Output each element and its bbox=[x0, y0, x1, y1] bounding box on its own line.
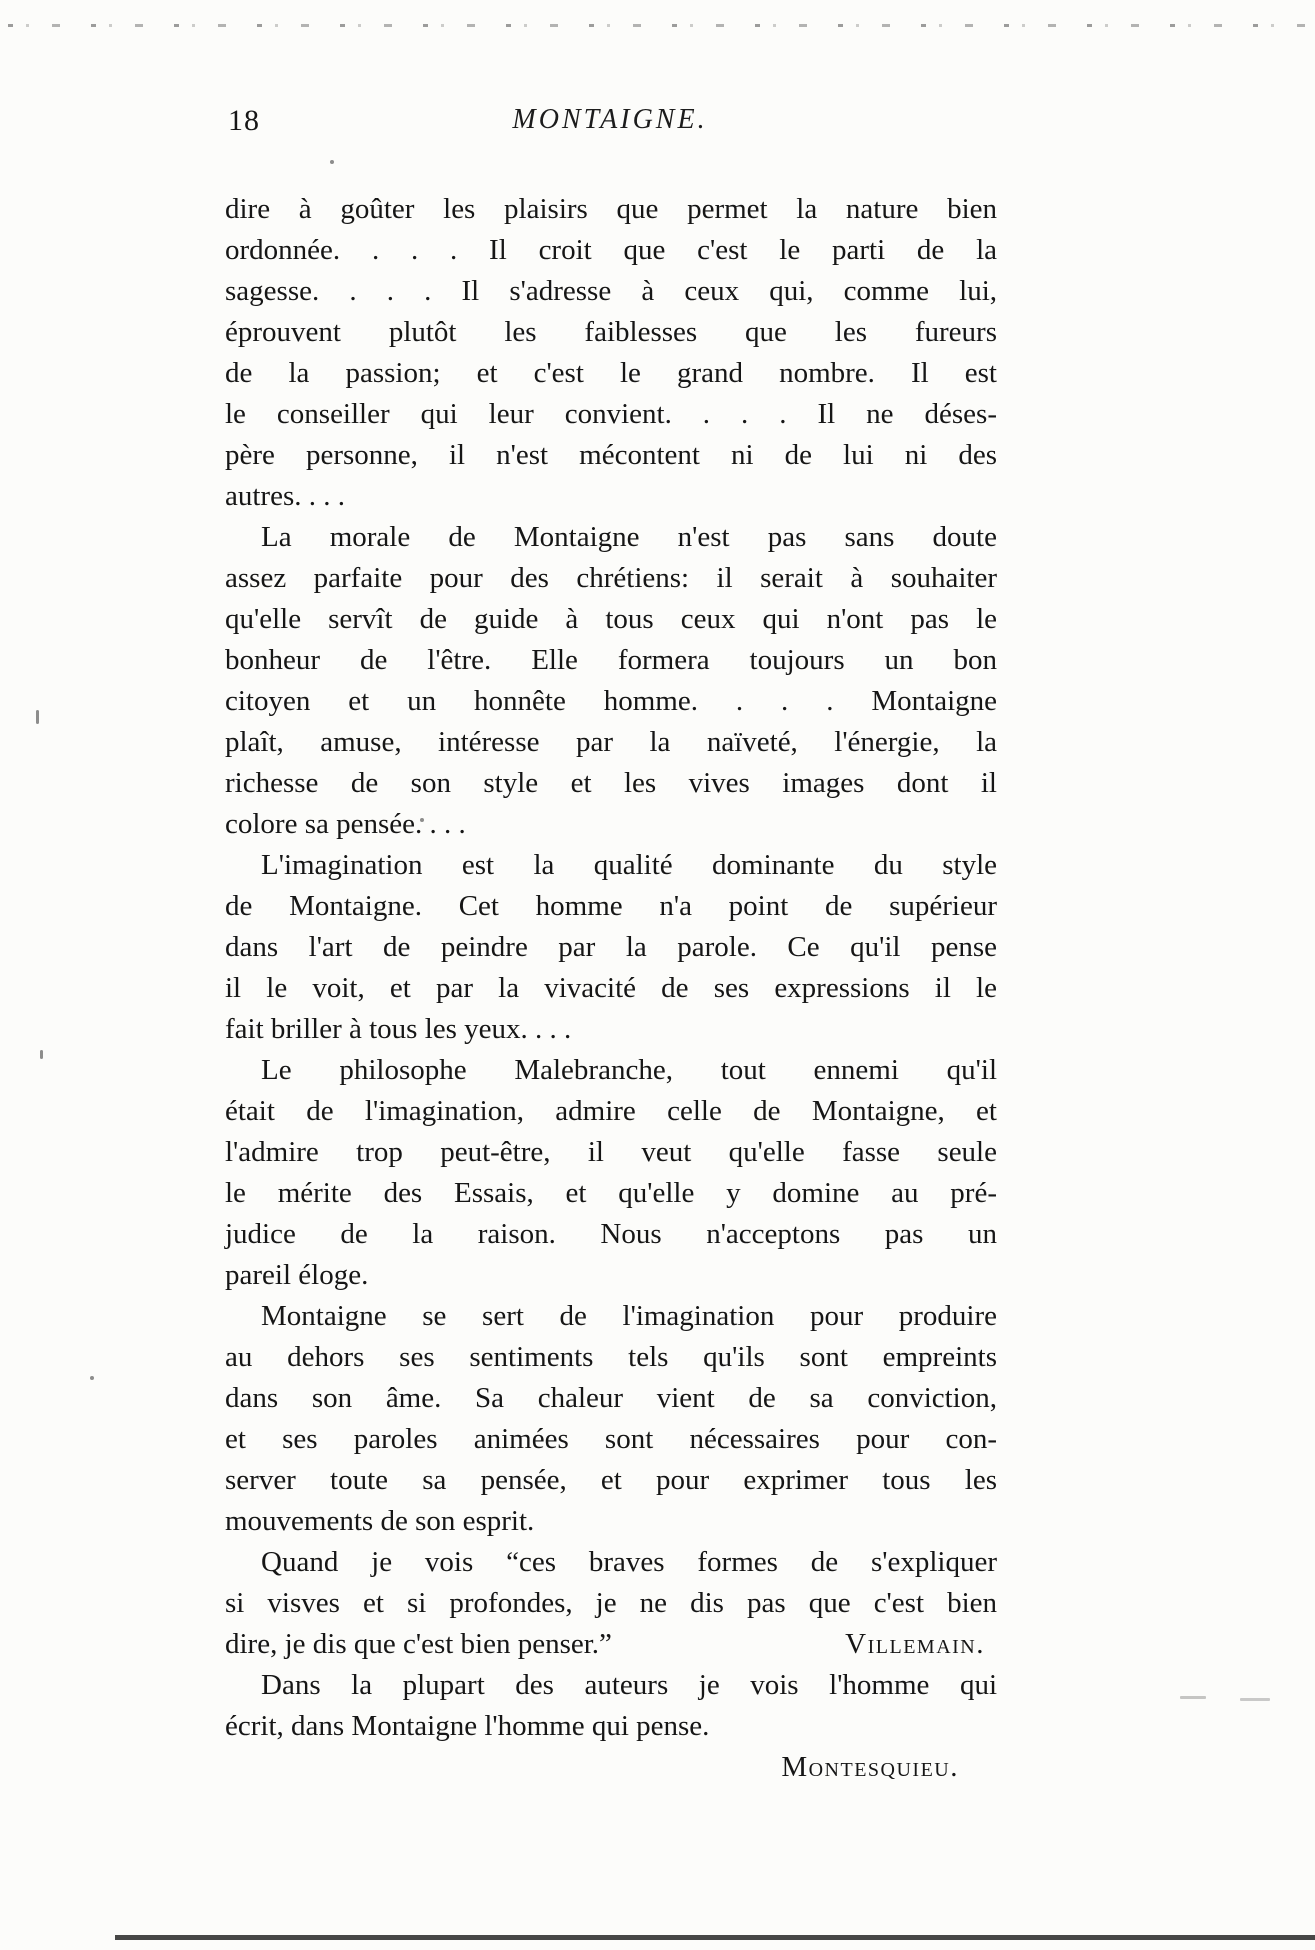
text-line bbox=[225, 845, 997, 886]
text-line-content: Le philosophe Malebranche, tout ennemi qu'il bbox=[261, 1054, 997, 1086]
text-line bbox=[225, 1214, 997, 1255]
text-line-content: server toute sa pensée, et pour exprimer tous les bbox=[225, 1464, 997, 1496]
text-line bbox=[225, 271, 997, 312]
text-line bbox=[225, 1460, 997, 1501]
scan-speck bbox=[40, 1050, 43, 1059]
text-line bbox=[225, 189, 997, 230]
text-line-content: éprouvent plutôt les faiblesses que les fureurs bbox=[225, 316, 997, 348]
scan-speck bbox=[90, 1376, 94, 1380]
scan-speck bbox=[1240, 1698, 1270, 1701]
scan-speck bbox=[330, 160, 334, 164]
text-line-content: était de l'imagination, admire celle de Montaigne, et bbox=[225, 1095, 997, 1127]
scan-speck bbox=[1180, 1696, 1206, 1699]
text-line bbox=[225, 1419, 997, 1460]
attribution-name: Villemain. bbox=[845, 1628, 985, 1660]
text-line-content: l'admire trop peut-être, il veut qu'elle fasse seule bbox=[225, 1136, 997, 1168]
text-line bbox=[225, 476, 997, 517]
text-line-content: mouvements de son esprit. bbox=[225, 1505, 535, 1537]
text-line-content: si visves et si profondes, je ne dis pas que c'est bien bbox=[225, 1587, 997, 1619]
text-line-content: richesse de son style et les vives images dont il bbox=[225, 767, 997, 799]
text-line-content: citoyen et un honnête homme. . . . Montaigne bbox=[225, 685, 997, 717]
text-line-content: dans l'art de peindre par la parole. Ce qu'il pense bbox=[225, 931, 997, 963]
text-line bbox=[225, 1501, 997, 1542]
text-line bbox=[225, 722, 997, 763]
text-line bbox=[225, 1747, 997, 1788]
text-line bbox=[225, 1378, 997, 1419]
text-line bbox=[225, 1173, 997, 1214]
text-line bbox=[225, 1132, 997, 1173]
text-line bbox=[225, 1296, 997, 1337]
text-line bbox=[225, 353, 997, 394]
text-line-content: écrit, dans Montaigne l'homme qui pense. bbox=[225, 1710, 710, 1742]
text-line-content: pareil éloge. bbox=[225, 1259, 369, 1291]
text-line bbox=[225, 681, 997, 722]
text-line bbox=[225, 599, 997, 640]
text-line bbox=[225, 1665, 997, 1706]
text-line bbox=[225, 1050, 997, 1091]
text-line-content: il le voit, et par la vivacité de ses expressions il le bbox=[225, 972, 997, 1004]
text-line-content: assez parfaite pour des chrétiens: il serait à souhaiter bbox=[225, 562, 997, 594]
text-line-content: bonheur de l'être. Elle formera toujours un bon bbox=[225, 644, 997, 676]
text-line bbox=[225, 1091, 997, 1132]
text-line-content: judice de la raison. Nous n'acceptons pas un bbox=[225, 1218, 997, 1250]
text-line-content: autres. . . . bbox=[225, 480, 345, 512]
text-line-content: le conseiller qui leur convient. . . . Il ne déses- bbox=[225, 398, 997, 430]
text-line-content: qu'elle servît de guide à tous ceux qui n'ont pas le bbox=[225, 603, 997, 635]
text-line-content: Quand je vois “ces braves formes de s'expliquer bbox=[261, 1546, 997, 1578]
text-line-content: Dans la plupart des auteurs je vois l'homme qui bbox=[261, 1669, 997, 1701]
text-line bbox=[225, 517, 997, 558]
text-line bbox=[225, 1624, 997, 1665]
text-line bbox=[225, 435, 997, 476]
text-line-content: fait briller à tous les yeux. . . . bbox=[225, 1013, 572, 1045]
scan-dashed-line bbox=[8, 24, 1307, 27]
text-line-content: plaît, amuse, intéresse par la naïveté, l'énergie, la bbox=[225, 726, 997, 758]
text-line-content: père personne, il n'est mécontent ni de lui ni des bbox=[225, 439, 997, 471]
text-line-content: dire, je dis que c'est bien penser.” bbox=[225, 1628, 612, 1660]
page-number: 18 bbox=[228, 104, 260, 137]
text-line-content: colore sa pensée. . . . bbox=[225, 808, 466, 840]
text-line bbox=[225, 394, 997, 435]
text-line-content: sagesse. . . . Il s'adresse à ceux qui, comme lui, bbox=[225, 275, 997, 307]
text-line-content: L'imagination est la qualité dominante du style bbox=[261, 849, 997, 881]
text-line bbox=[225, 230, 997, 271]
page-header bbox=[225, 104, 995, 144]
text-line-content: de Montaigne. Cet homme n'a point de supérieur bbox=[225, 890, 997, 922]
text-line-content: Montaigne se sert de l'imagination pour produire bbox=[261, 1300, 997, 1332]
text-line bbox=[225, 968, 997, 1009]
text-line bbox=[225, 312, 997, 353]
body-text bbox=[225, 189, 997, 1788]
text-line bbox=[225, 558, 997, 599]
text-line bbox=[225, 1009, 997, 1050]
text-line-content: dire à goûter les plaisirs que permet la nature bien bbox=[225, 193, 997, 225]
text-line bbox=[225, 763, 997, 804]
text-line bbox=[225, 640, 997, 681]
running-title: MONTAIGNE. bbox=[512, 104, 708, 135]
attribution-name: Montesquieu. bbox=[781, 1751, 959, 1783]
text-line bbox=[225, 804, 997, 845]
text-line bbox=[225, 886, 997, 927]
scan-bottom-line bbox=[115, 1935, 1315, 1940]
text-line bbox=[225, 1337, 997, 1378]
text-line-content: ordonnée. . . . Il croit que c'est le parti de la bbox=[225, 234, 997, 266]
text-line bbox=[225, 927, 997, 968]
text-line bbox=[225, 1255, 997, 1296]
text-line-content: La morale de Montaigne n'est pas sans doute bbox=[261, 521, 997, 553]
scan-speck bbox=[36, 710, 39, 724]
text-line bbox=[225, 1583, 997, 1624]
text-line-content: dans son âme. Sa chaleur vient de sa conviction, bbox=[225, 1382, 997, 1414]
text-line bbox=[225, 1542, 997, 1583]
text-line bbox=[225, 1706, 997, 1747]
text-line-content: de la passion; et c'est le grand nombre. Il est bbox=[225, 357, 997, 389]
text-line-content: le mérite des Essais, et qu'elle y domine au pré- bbox=[225, 1177, 997, 1209]
text-line-content: et ses paroles animées sont nécessaires pour con- bbox=[225, 1423, 997, 1455]
text-line-content: au dehors ses sentiments tels qu'ils sont empreints bbox=[225, 1341, 997, 1373]
